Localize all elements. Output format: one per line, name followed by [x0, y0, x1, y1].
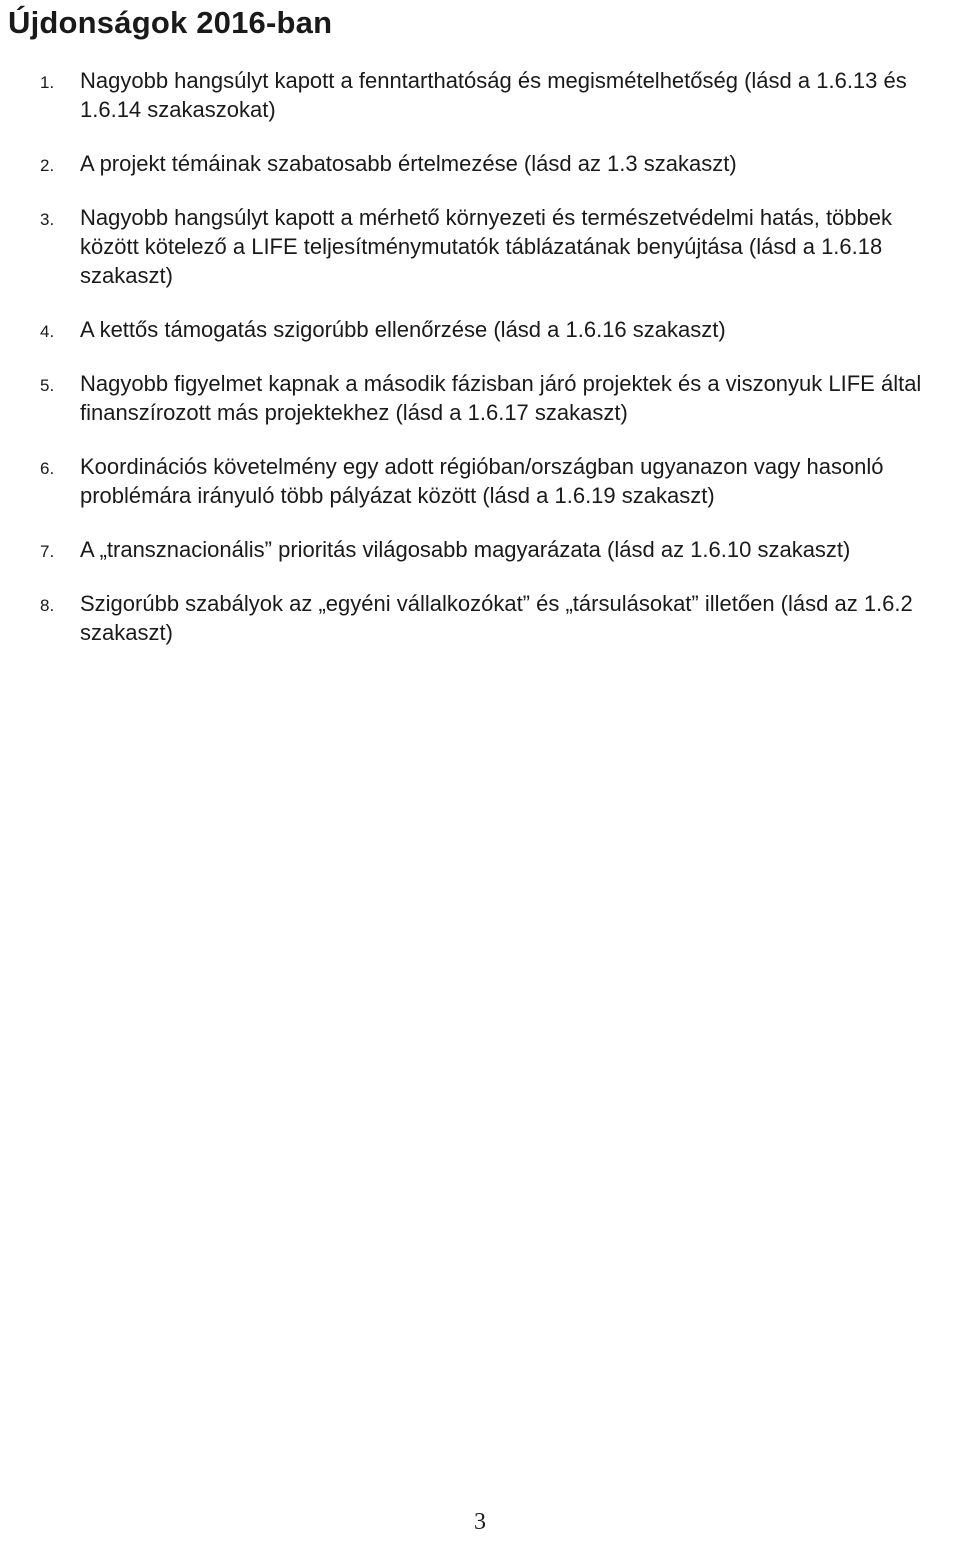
list-item-text: A kettős támogatás szigorúbb ellenőrzése (lásd a 1.6.16 szakaszt) — [80, 317, 726, 342]
list-item-number: 1. — [40, 73, 55, 92]
list-item-number: 3. — [40, 210, 55, 229]
list-item — [0, 315, 960, 344]
list-item — [0, 535, 960, 564]
page-title: Újdonságok 2016-ban — [8, 5, 333, 40]
list-item — [0, 369, 960, 427]
list-item-number: 6. — [40, 459, 55, 478]
list-item — [0, 66, 960, 124]
list-item-text: Nagyobb hangsúlyt kapott a fenntarthatóság és megismételhetőség (lásd a 1.6.13 és 1.6.14 szakaszokat) — [80, 68, 907, 122]
list-item — [0, 203, 960, 290]
list-item-number: 7. — [40, 542, 55, 561]
list-item-number: 8. — [40, 596, 55, 615]
page-number: 3 — [474, 1509, 486, 1535]
list-item-text: A projekt témáinak szabatosabb értelmezése (lásd az 1.3 szakaszt) — [80, 151, 737, 176]
list-item — [0, 589, 960, 647]
list-item-text: Nagyobb figyelmet kapnak a második fázisban járó projektek és a viszonyuk LIFE által finanszírozott más projektekhez (lásd a 1.6.17 szakaszt) — [80, 371, 922, 425]
list-item-number: 4. — [40, 322, 55, 341]
novelty-list — [0, 66, 960, 672]
list-item-text: Koordinációs követelmény egy adott régióban/országban ugyanazon vagy hasonló problémára irányuló több pályázat között (lásd a 1.6.19 szakaszt) — [80, 454, 884, 508]
list-item — [0, 149, 960, 178]
list-item-text: Nagyobb hangsúlyt kapott a mérhető környezeti és természetvédelmi hatás, többek között kötelező a LIFE teljesítménymutatók táblázatának benyújtása (lásd a 1.6.18 szakaszt) — [80, 205, 893, 288]
list-item-number: 2. — [40, 156, 55, 175]
list-item-text: Szigorúbb szabályok az „egyéni vállalkozókat” és „társulásokat” illetően (lásd az 1.6.2 szakaszt) — [80, 591, 913, 645]
list-item-text: A „transznacionális” prioritás világosabb magyarázata (lásd az 1.6.10 szakaszt) — [80, 537, 851, 562]
list-item — [0, 452, 960, 510]
list-item-number: 5. — [40, 376, 55, 395]
